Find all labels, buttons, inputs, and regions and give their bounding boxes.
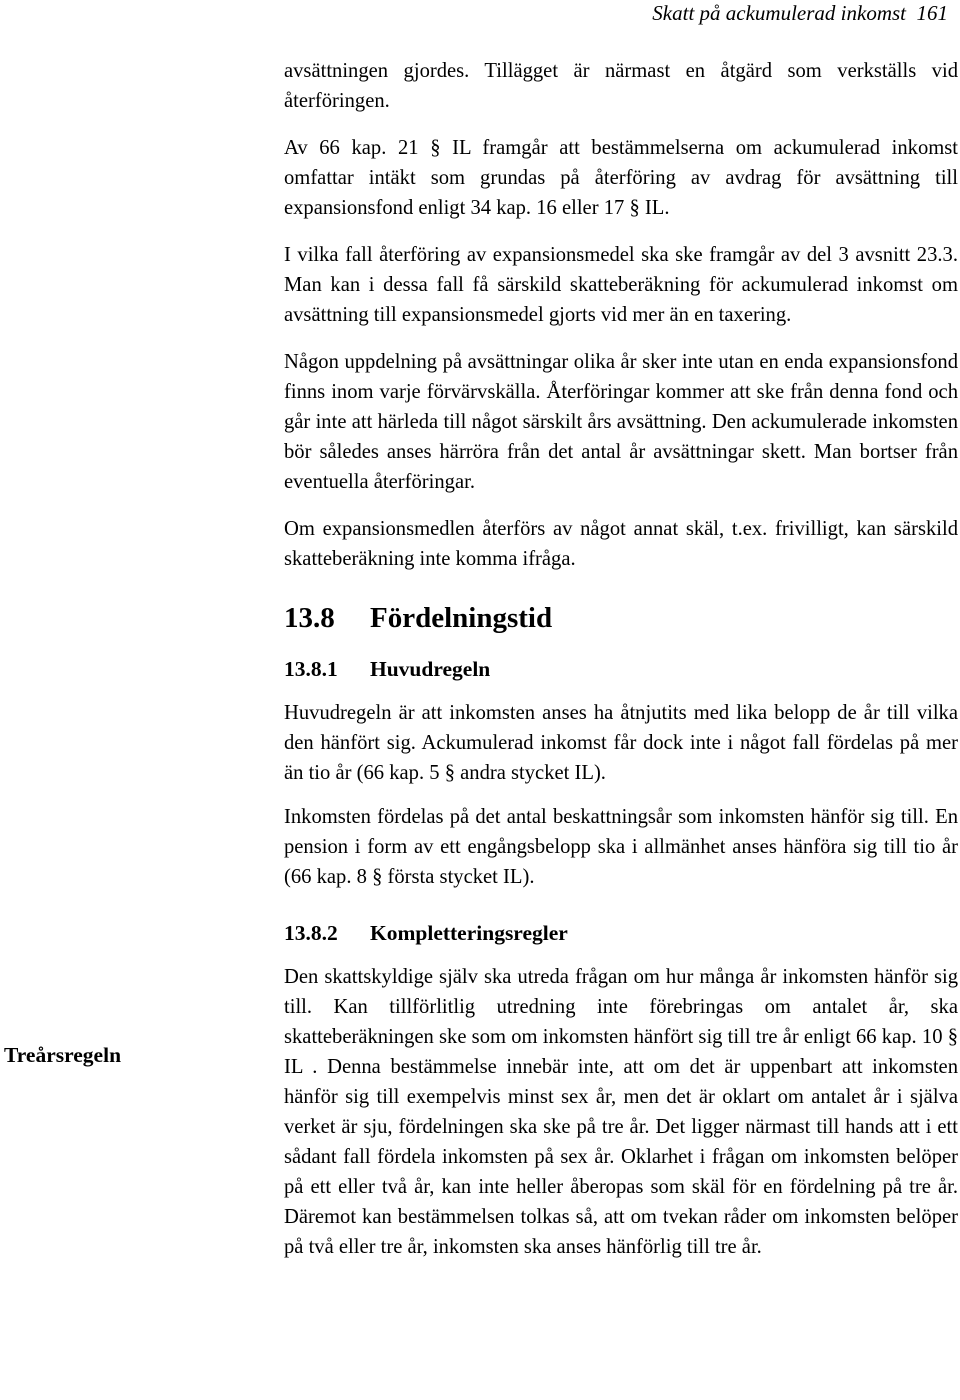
paragraph: Inkomsten fördelas på det antal beskattningsår som inkomsten hänför sig till. En pension i form av ett engångsbelopp ska i allmänhet anses hänföra sig till tio år (66 kap. 8 § första stycket IL). xyxy=(284,806,958,888)
paragraph: Om expansionsmedlen återförs av något annat skäl, t.ex. frivilligt, kan särskild skatteberäkning inte komma ifråga. xyxy=(284,518,958,570)
section-title: Fördelningstid xyxy=(370,602,553,634)
margin-note: Treårsregeln xyxy=(4,1043,122,1067)
running-header xyxy=(652,0,948,26)
paragraph: I vilka fall återföring av expansionsmedel ska ske framgår av del 3 avsnitt 23.3. Man kan i dessa fall få särskild skatteberäkning för ackumulerad inkomst om avsättning till expansionsmedel gjorts vid mer än en taxering. xyxy=(284,244,958,326)
subsection-title: Kompletteringsregler xyxy=(370,921,568,945)
running-title: Skatt på ackumulerad inkomst xyxy=(652,1,906,25)
paragraph: avsättningen gjordes. Tillägget är närmast en åtgärd som verkställs vid återföringen. xyxy=(284,60,958,112)
paragraph: Huvudregeln är att inkomsten anses ha åtnjutits med lika belopp de år till vilka den hänfört sig. Ackumulerad inkomst får dock inte i något fall fördelas på mer än tio år (66 kap. 5 § andra stycket IL). xyxy=(284,702,958,784)
subsection-heading xyxy=(284,654,958,684)
subsection-number: 13.8.2 xyxy=(284,921,338,945)
paragraph: Den skattskyldige själv ska utreda frågan om hur många år inkomsten hänför sig till. Kan tillförlitlig utredning inte förebringas om antalet år, ska skatteberäkningen ske som om inkomsten hänfört sig till tre år enligt 66 kap. 10 § IL . Denna bestämmelse innebär inte, att om det är uppenbart att inkomsten hänför sig till exempelvis minst sex år, men det är oklart om antalet år i själva verket är sju, fördelningen ska ske på tre år. Det ligger närmast till hands att i ett sådant fall fördela inkomsten på sex år. Oklarhet i frågan om inkomsten belöper på ett eller två år, kan inte heller åberopas som skäl för en fördelning på tre år. Däremot kan bestämmelsen tolkas så, att om tvekan råder om inkomsten belöper på två eller tre år, inkomsten ska anses hänförlig till tre år. xyxy=(284,966,958,1258)
subsection-heading xyxy=(284,918,958,948)
subsection-number: 13.8.1 xyxy=(284,657,338,681)
page-body xyxy=(284,56,958,1279)
subsection-title: Huvudregeln xyxy=(370,657,491,681)
paragraph: Av 66 kap. 21 § IL framgår att bestämmelserna om ackumulerad inkomst omfattar intäkt som grundas på återföring av avdrag för avsättning till expansionsfond enligt 34 kap. 16 eller 17 § IL. xyxy=(284,137,958,219)
paragraph: Någon uppdelning på avsättningar olika år sker inte utan en enda expansionsfond finns inom varje förvärvskälla. Återföringar kommer att ske från denna fond och går inte att härleda till något särskilt års avsättning. Den ackumulerade inkomsten bör således anses härröra från det antal år avsättningar skett. Man bortser från eventuella återföringar. xyxy=(284,351,958,493)
section-heading xyxy=(284,600,958,636)
section-number: 13.8 xyxy=(284,602,335,634)
page-number: 161 xyxy=(916,1,948,25)
